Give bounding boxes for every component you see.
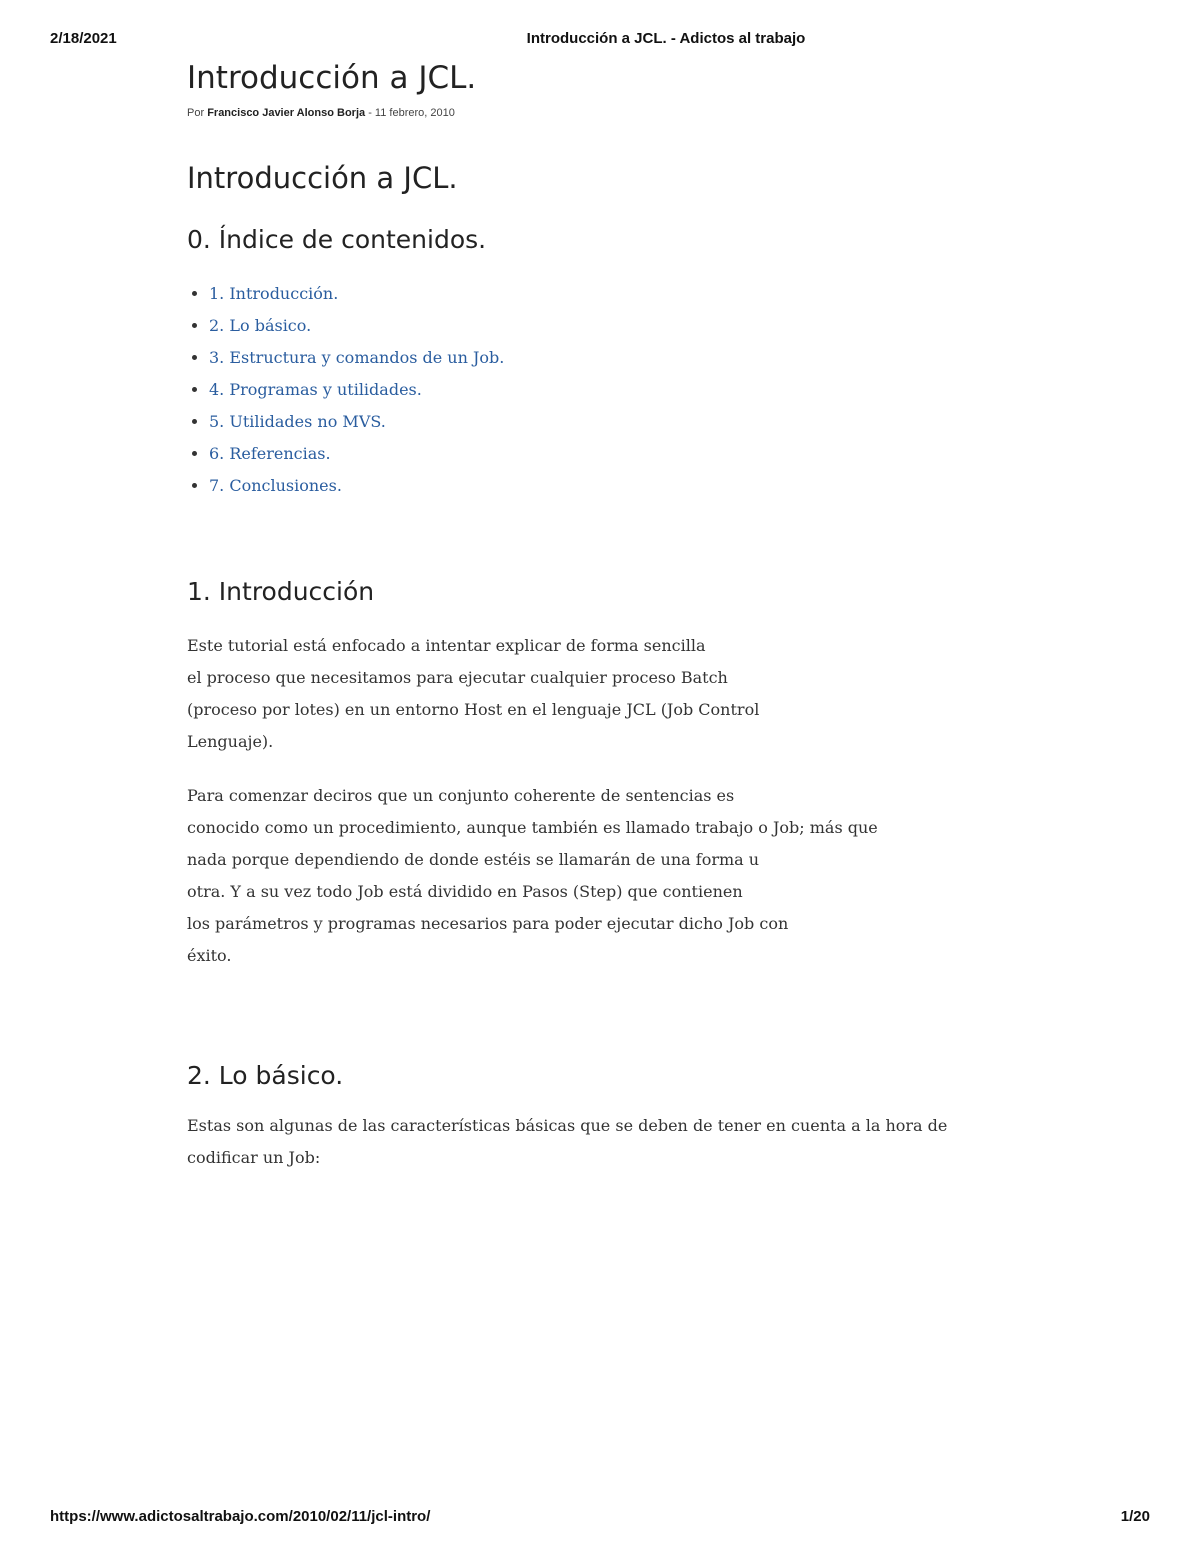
section-1-paragraph-2 xyxy=(187,780,1017,972)
text-line: codificar un Job: xyxy=(187,1148,321,1167)
toc-link-conclusiones[interactable]: 7. Conclusiones. xyxy=(209,476,342,495)
section-1-title: 1. Introducción xyxy=(187,577,375,606)
section-2-title: 2. Lo básico. xyxy=(187,1061,344,1090)
text-line: éxito. xyxy=(187,946,232,965)
text-line: los parámetros y programas necesarios para poder ejecutar dicho Job con xyxy=(187,914,789,933)
author-link[interactable]: Francisco Javier Alonso Borja xyxy=(207,107,366,119)
byline-prefix: Por xyxy=(187,107,205,119)
toc-item xyxy=(209,438,1017,470)
section-1-paragraph-1 xyxy=(187,630,1017,758)
toc-title: 0. Índice de contenidos. xyxy=(187,225,487,254)
toc-item xyxy=(209,470,1017,502)
byline-separator: - xyxy=(368,107,372,119)
toc-link-introduccion[interactable]: 1. Introducción. xyxy=(209,284,339,303)
text-line: conocido como un procedimiento, aunque también es llamado trabajo o Job; más que xyxy=(187,818,878,837)
toc-item xyxy=(209,342,1017,374)
text-line: Lenguaje). xyxy=(187,732,274,751)
section-2-paragraph-1 xyxy=(187,1110,1017,1174)
article-content xyxy=(187,56,1017,1174)
toc-item xyxy=(209,406,1017,438)
text-line: (proceso por lotes) en un entorno Host en el lenguaje JCL (Job Control xyxy=(187,700,760,719)
text-line: otra. Y a su vez todo Job está dividido en Pasos (Step) que contienen xyxy=(187,882,743,901)
page-title: Introducción a JCL. xyxy=(187,60,477,96)
byline xyxy=(187,106,1017,120)
print-footer-page-number: 1/20 xyxy=(1120,1508,1150,1525)
text-line: el proceso que necesitamos para ejecutar cualquier proceso Batch xyxy=(187,668,728,687)
toc-link-lo-basico[interactable]: 2. Lo básico. xyxy=(209,316,312,335)
print-footer-url: https://www.adictosaltrabajo.com/2010/02/11/jcl-intro/ xyxy=(50,1508,431,1525)
text-line: nada porque dependiendo de donde estéis se llamarán de una forma u xyxy=(187,850,760,869)
toc-link-estructura[interactable]: 3. Estructura y comandos de un Job. xyxy=(209,348,505,367)
publish-date: 11 febrero, 2010 xyxy=(374,107,455,119)
toc-link-referencias[interactable]: 6. Referencias. xyxy=(209,444,331,463)
toc-item xyxy=(209,310,1017,342)
text-line: Para comenzar deciros que un conjunto coherente de sentencias es xyxy=(187,786,735,805)
toc-item xyxy=(209,278,1017,310)
text-line: Estas son algunas de las características básicas que se deben de tener en cuenta a la hora de xyxy=(187,1116,948,1135)
print-header-date: 2/18/2021 xyxy=(50,30,117,47)
article-heading: Introducción a JCL. xyxy=(187,161,458,195)
toc-list xyxy=(187,278,1017,502)
toc-link-programas[interactable]: 4. Programas y utilidades. xyxy=(209,380,422,399)
toc-item xyxy=(209,374,1017,406)
print-header-title: Introducción a JCL. - Adictos al trabajo xyxy=(526,30,806,47)
toc-link-utilidades[interactable]: 5. Utilidades no MVS. xyxy=(209,412,386,431)
text-line: Este tutorial está enfocado a intentar explicar de forma sencilla xyxy=(187,636,706,655)
